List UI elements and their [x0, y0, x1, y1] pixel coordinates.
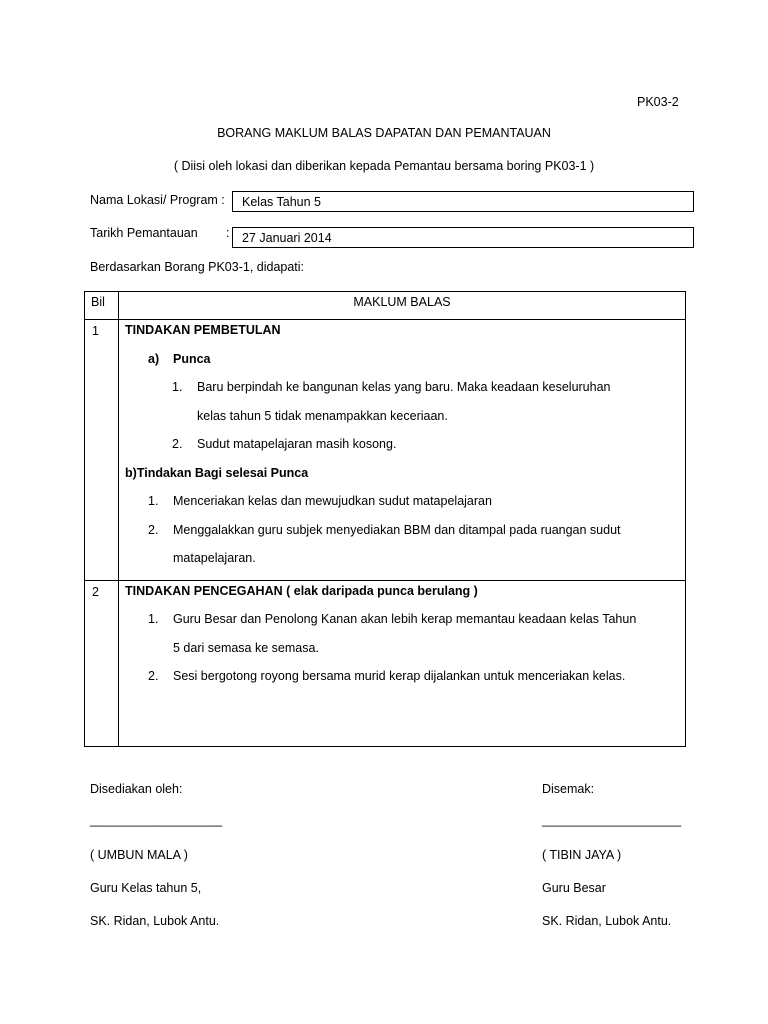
list-item-continuation: 5 dari semasa ke semasa. — [173, 640, 319, 655]
row-content — [119, 580, 686, 747]
page-title: BORANG MAKLUM BALAS DAPATAN DAN PEMANTAUAN — [217, 126, 551, 140]
list-item — [125, 612, 679, 641]
prepared-signature-line: ___________________ — [90, 813, 223, 827]
list-number: 2. — [148, 522, 159, 537]
list-item — [125, 380, 679, 409]
form-code: PK03-2 — [637, 95, 679, 109]
list-text: Sudut matapelajaran masih kosong. — [197, 437, 397, 451]
list-text: Baru berpindah ke bangunan kelas yang baru. Maka keadaan keseluruhan — [197, 380, 611, 394]
column-header-bil: Bil — [85, 292, 119, 320]
checked-by-label: Disemak: — [542, 782, 595, 796]
location-label: Nama Lokasi/ Program : — [90, 193, 225, 207]
page-subtitle: ( Diisi oleh lokasi dan diberikan kepada Pemantau bersama boring PK03-1 ) — [173, 159, 595, 173]
list-number: 2. — [172, 437, 183, 451]
row-number: 1 — [85, 320, 119, 581]
checked-position: Guru Besar — [542, 881, 606, 895]
list-text: Menggalakkan guru subjek menyediakan BBM dan ditampal pada ruangan sudut — [173, 522, 621, 537]
date-colon: : — [226, 226, 230, 240]
list-item — [125, 523, 679, 552]
list-text: Guru Besar dan Penolong Kanan akan lebih kerap memantau keadaan kelas Tahun — [173, 612, 637, 626]
sub-heading-letter: b) — [125, 465, 137, 480]
sub-heading-cause — [125, 352, 679, 381]
prepared-school: SK. Ridan, Lubok Antu. — [90, 914, 220, 928]
prepared-name: ( UMBUN MALA ) — [90, 848, 188, 862]
list-item — [125, 494, 679, 523]
prepared-by-label: Disediakan oleh: — [90, 782, 183, 796]
list-number: 2. — [148, 669, 159, 683]
location-field[interactable]: Kelas Tahun 5 — [232, 191, 694, 212]
intro-text: Berdasarkan Borang PK03-1, didapati: — [90, 260, 305, 274]
prepared-position: Guru Kelas tahun 5, — [90, 881, 202, 895]
table-row — [85, 320, 686, 581]
list-item-continuation: matapelajaran. — [173, 551, 256, 565]
sub-heading-action — [125, 466, 679, 495]
table-header-row — [85, 292, 686, 320]
list-number: 1. — [172, 380, 183, 394]
section-heading: TINDAKAN PENCEGAHAN ( elak daripada punca berulang ) — [125, 583, 478, 598]
checked-name: ( TIBIN JAYA ) — [542, 848, 622, 862]
list-text: Sesi bergotong royong bersama murid kerap dijalankan untuk menceriakan kelas. — [173, 669, 626, 683]
column-header-feedback: MAKLUM BALAS — [119, 292, 686, 320]
list-item-continuation: kelas tahun 5 tidak menampakkan keceriaan. — [197, 408, 448, 423]
list-text: Menceriakan kelas dan mewujudkan sudut matapelajaran — [173, 494, 492, 508]
section-heading: TINDAKAN PEMBETULAN — [125, 323, 281, 337]
list-number: 1. — [148, 494, 159, 508]
table-row — [85, 580, 686, 747]
row-number: 2 — [85, 580, 119, 747]
row-content — [119, 320, 686, 581]
list-item — [125, 437, 679, 466]
sub-heading-letter: a) — [148, 351, 160, 366]
date-label: Tarikh Pemantauan — [90, 226, 198, 240]
list-number: 1. — [148, 612, 159, 626]
feedback-table — [84, 291, 686, 747]
date-field[interactable]: 27 Januari 2014 — [232, 227, 694, 248]
checked-signature-line: ____________________ — [542, 813, 682, 827]
checked-school: SK. Ridan, Lubok Antu. — [542, 914, 672, 928]
sub-heading-title: Tindakan Bagi selesai Punca — [136, 465, 309, 480]
sub-heading-title: Punca — [173, 351, 211, 366]
list-item — [125, 669, 679, 698]
